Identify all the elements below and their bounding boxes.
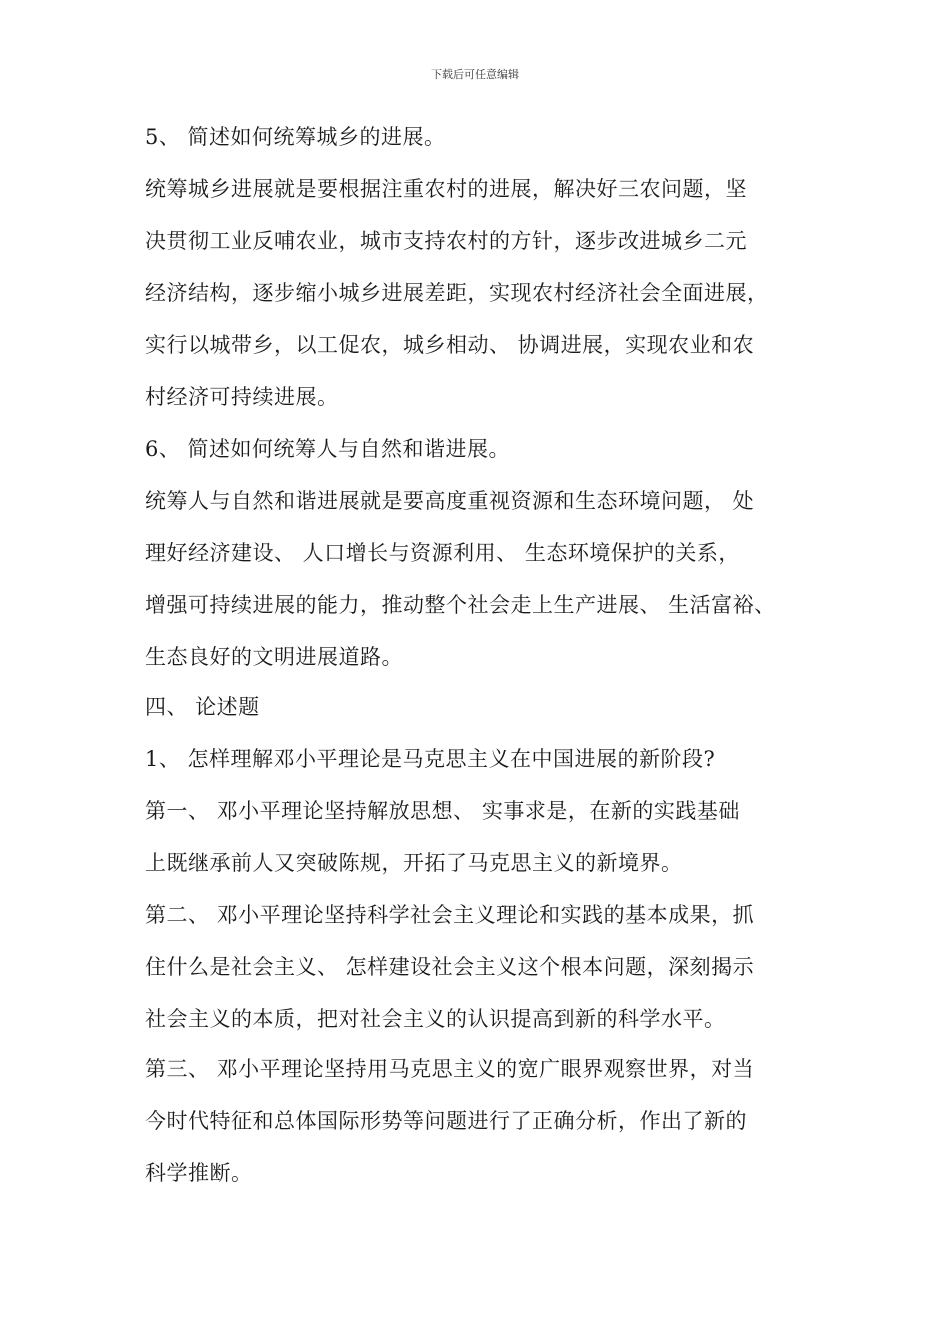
paragraph-line: 第二、 邓小平理论坚持科学社会主义理论和实践的基本成果，抓: [145, 903, 755, 927]
paragraph-line: 上既继承前人又突破陈规，开拓了马克思主义的新境界。: [145, 851, 683, 875]
paragraph-line: 第三、 邓小平理论坚持用马克思主义的宽广眼界观察世界，对当: [145, 1057, 755, 1081]
page-header-note: 下载后可任意编辑: [431, 68, 519, 81]
paragraph-line: 科学推断。: [145, 1161, 253, 1185]
paragraph-line: 统筹人与自然和谐进展就是要高度重视资源和生态环境问题， 处: [145, 489, 755, 513]
paragraph-line: 统筹城乡进展就是要根据注重农村的进展，解决好三农问题，坚: [145, 177, 747, 201]
paragraph-line: 决贯彻工业反哺农业，城市支持农村的方针，逐步改进城乡二元: [145, 229, 747, 253]
paragraph-line: 第一、 邓小平理论坚持解放思想、 实事求是，在新的实践基础: [145, 799, 740, 823]
paragraph-line: 增强可持续进展的能力，推动整个社会走上生产进展、 生活富裕、: [145, 593, 776, 617]
paragraph-line: 理好经济建设、 人口增长与资源利用、 生态环境保护的关系，: [145, 541, 740, 565]
question-heading: 6、 简述如何统筹人与自然和谐进展。: [145, 437, 511, 461]
question-heading: 5、 简述如何统筹城乡的进展。: [145, 125, 446, 149]
question-heading: 1、 怎样理解邓小平理论是马克思主义在中国进展的新阶段?: [145, 747, 716, 771]
paragraph-line: 社会主义的本质，把对社会主义的认识提高到新的科学水平。: [145, 1007, 726, 1031]
paragraph-line: 今时代特征和总体国际形势等问题进行了正确分析，作出了新的: [145, 1109, 747, 1133]
section-heading: 四、 论述题: [145, 695, 260, 719]
paragraph-line: 住什么是社会主义、 怎样建设社会主义这个根本问题，深刻揭示: [145, 955, 755, 979]
paragraph-line: 村经济可持续进展。: [145, 385, 339, 409]
paragraph-line: 生态良好的文明进展道路。: [145, 645, 403, 669]
paragraph-line: 实行以城带乡，以工促农，城乡相动、 协调进展，实现农业和农: [145, 333, 755, 357]
paragraph-line: 经济结构，逐步缩小城乡进展差距，实现农村经济社会全面进展，: [145, 281, 769, 305]
